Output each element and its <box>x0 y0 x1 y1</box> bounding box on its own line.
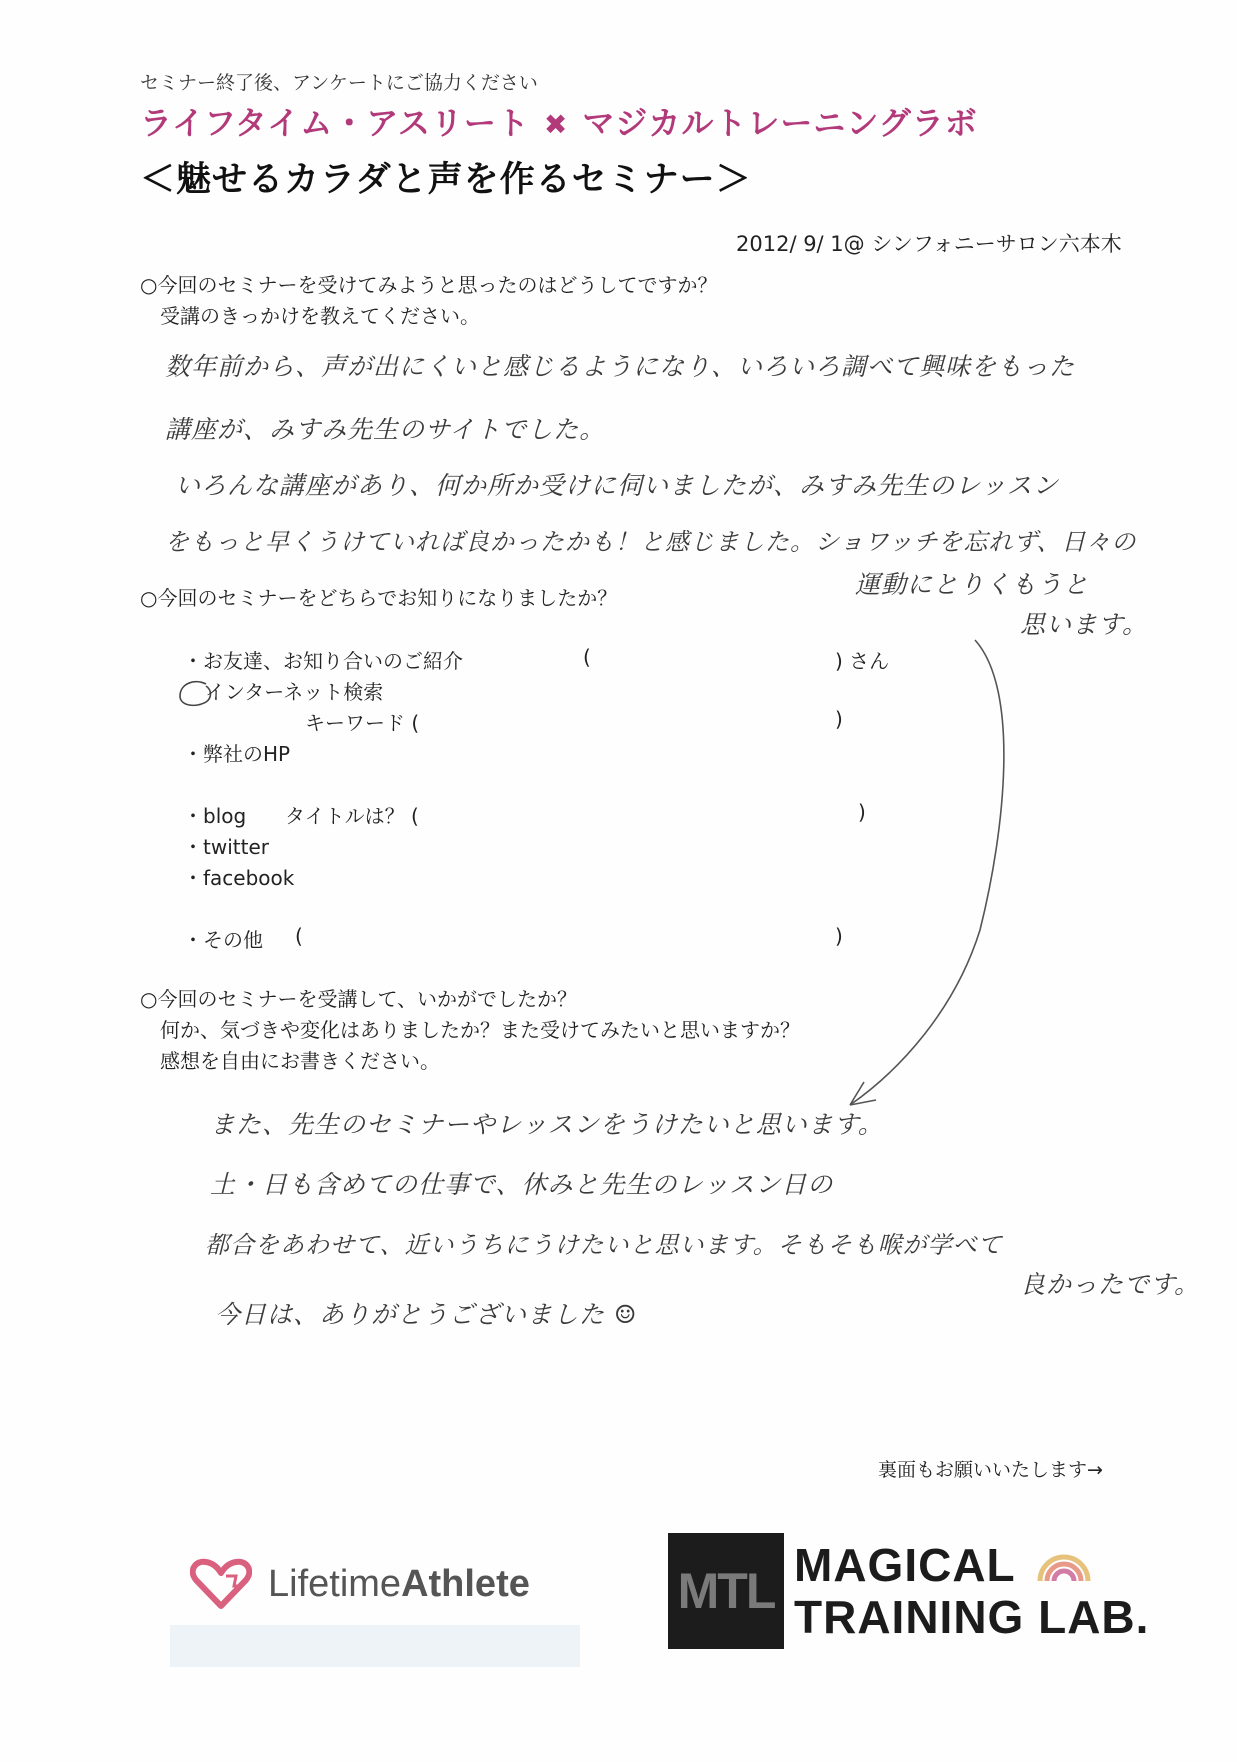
q1-answer-line: 講座が、みすみ先生のサイトでした。 <box>165 415 606 444</box>
mtl-wordmark <box>794 1539 1149 1643</box>
q1-line2: 受講のきっかけを教えてください。 <box>160 304 480 328</box>
q3-line1: ○今回のセミナーを受講して、いかがでしたか？ <box>140 987 578 1011</box>
q1-answer-line: いろんな講座があり、何か所か受けに伺いましたが、みすみ先生のレッスン <box>175 471 1059 500</box>
wordmark-lifetime: Lifetime <box>268 1562 402 1605</box>
back-page-note: 裏面もお願いいたします→ <box>878 1459 1103 1481</box>
other-paren-close: ) <box>835 924 843 948</box>
q3-line3: 感想を自由にお書きください。 <box>160 1049 440 1073</box>
mtl-box: MTL <box>668 1533 784 1649</box>
lifetime-athlete-wordmark <box>268 1563 530 1606</box>
cross-icon: ✖ <box>543 108 569 141</box>
keyword-paren-close: ) <box>835 707 843 731</box>
heart-logo-icon <box>190 1558 252 1610</box>
q1-answer-line: 思います。 <box>1020 610 1149 639</box>
arrow-icon <box>820 630 1020 1120</box>
friend-paren-open: ( <box>583 645 591 669</box>
mtl-line2: TRAINING LAB. <box>794 1591 1150 1643</box>
q1-answer-line: 運動にとりくもうと <box>855 570 1090 599</box>
q1-line1: ○今回のセミナーを受けてみようと思ったのはどうしてですか？ <box>140 273 718 297</box>
title-right: マジカルトレーニングラボ <box>582 104 978 142</box>
option-internet: インターネット検索 <box>205 680 384 704</box>
option-friend: ・お友達、お知り合いのご紹介 <box>183 649 463 673</box>
date-venue: 2012/ 9/ 1@ シンフォニーサロン六本木 <box>736 232 1122 256</box>
q1-answer-line: 数年前から、声が出にくいと感じるようになり、いろいろ調べて興味をもった <box>165 352 1076 381</box>
q3-line2: 何か、気づきや変化はありましたか？また受けてみたいと思いますか？ <box>160 1018 800 1042</box>
blog-paren-close: ) <box>858 800 866 824</box>
rainbow-icon <box>1034 1539 1094 1583</box>
option-blog: ・blog <box>183 804 247 828</box>
intro-text: セミナー終了後、アンケートにご協力ください <box>140 72 538 94</box>
q3-answer-line: 都合をあわせて、近いうちにうけたいと思います。そもそも喉が学べて <box>205 1231 1003 1259</box>
other-paren-open: ( <box>295 924 303 948</box>
q3-question <box>140 984 800 1077</box>
q1-question <box>140 270 717 332</box>
q3-answer-line: 良かったです。 <box>1020 1270 1201 1299</box>
q3-answer-line: 今日は、ありがとうございました ☺ <box>215 1300 638 1329</box>
wordmark-athlete: Athlete <box>401 1562 530 1605</box>
option-hp: ・弊社のHP <box>183 742 291 766</box>
q3-answer-line: また、先生のセミナーやレッスンをうけたいと思います。 <box>210 1110 884 1139</box>
friend-paren-close: ) さん <box>835 649 890 673</box>
option-other: ・その他 <box>183 928 263 952</box>
option-twitter: ・twitter <box>183 835 269 859</box>
q1-answer-line: をもっと早くうけていれば良かったかも！と感じました。ショワッチを忘れず、日々の <box>165 528 1137 556</box>
magical-training-lab-logo <box>668 1533 1149 1649</box>
title-left: ライフタイム・アスリート <box>140 104 530 142</box>
q2-question: ○今回のセミナーをどちらでお知りになりましたか？ <box>140 586 618 610</box>
mtl-line1: MAGICAL <box>794 1539 1016 1591</box>
lifetime-athlete-logo <box>190 1558 530 1610</box>
logo-background-strip <box>170 1625 580 1667</box>
option-blog-title: タイトルは？ ( <box>285 804 419 828</box>
option-facebook: ・facebook <box>183 866 295 890</box>
option-keyword: キーワード ( <box>305 711 420 735</box>
q3-answer-line: 土・日も含めての仕事で、休みと先生のレッスン日の <box>210 1170 834 1199</box>
seminar-subtitle: ＜魅せるカラダと声を作るセミナー＞ <box>140 160 752 200</box>
seminar-title <box>140 98 978 144</box>
